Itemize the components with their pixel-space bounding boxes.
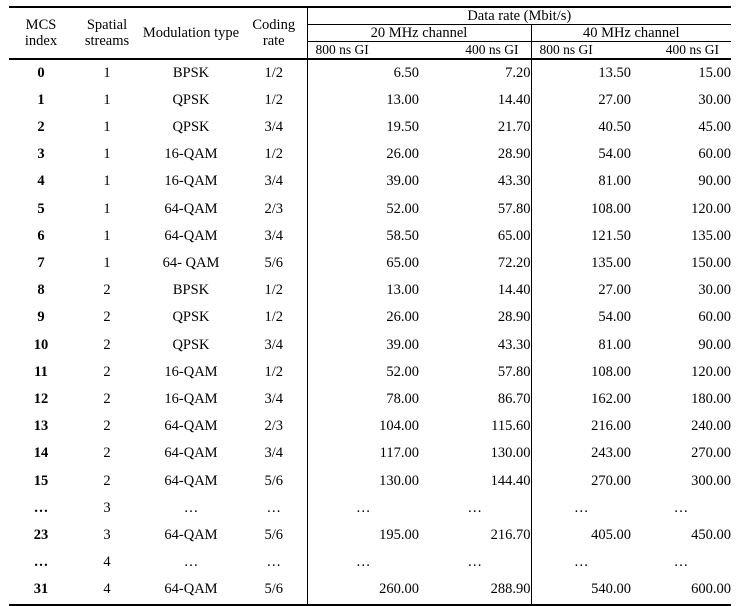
cell-rate-40mhz-800ns: 54.00 (598, 146, 631, 163)
cell-spatial-streams: 1 (103, 173, 111, 190)
cell-rate-40mhz-800ns: 81.00 (598, 336, 631, 353)
cell-rate-40mhz-400ns: 30.00 (698, 282, 732, 299)
cell-rate-20mhz-400ns: 216.70 (419, 522, 531, 549)
cell-rate-40mhz-800ns: 108.00 (591, 363, 631, 380)
cell-mcs-index: … (33, 554, 49, 571)
cell-rate-20mhz-400ns: 14.40 (419, 277, 531, 304)
cell-rate-40mhz-400ns: 15.00 (698, 64, 732, 81)
cell-coding-rate: 2/3 (264, 418, 284, 435)
table-row (9, 413, 731, 440)
cell-rate-20mhz-800ns: 78.00 (307, 386, 419, 413)
cell-modulation-type: 64-QAM (141, 576, 241, 604)
cell-modulation-type: 64-QAM (164, 200, 218, 217)
cell-rate-20mhz-800ns: 104.00 (307, 413, 419, 440)
cell-rate-20mhz-800ns: 39.00 (307, 168, 419, 195)
table-header (9, 7, 731, 59)
cell-rate-40mhz-400ns: 300.00 (691, 472, 732, 489)
cell-mcs-index: … (33, 499, 49, 516)
cell-rate-40mhz-800ns: 243.00 (591, 445, 631, 462)
cell-rate-40mhz-800ns: 121.50 (591, 227, 631, 244)
cell-coding-rate: 5/6 (264, 527, 284, 544)
cell-rate-20mhz-800ns: 58.50 (307, 223, 419, 250)
cell-rate-40mhz-400ns: 90.00 (698, 173, 732, 190)
table-body (9, 59, 731, 605)
cell-modulation-type: 16-QAM (164, 146, 218, 163)
cell-rate-40mhz-400ns: 270.00 (691, 445, 732, 462)
cell-spatial-streams: 3 (103, 499, 111, 516)
cell-rate-40mhz-800ns: 162.00 (591, 391, 631, 408)
cell-coding-rate: 1/2 (264, 282, 284, 299)
document-page (0, 6, 740, 605)
table-row (9, 87, 731, 114)
cell-rate-40mhz-400ns: 450.00 (691, 527, 732, 544)
table-row (9, 495, 731, 522)
cell-rate-40mhz-400ns: 120.00 (691, 363, 732, 380)
cell-rate-40mhz-800ns: 405.00 (591, 527, 631, 544)
cell-coding-rate: … (266, 554, 281, 571)
cell-rate-20mhz-400ns: … (419, 495, 531, 522)
cell-spatial-streams: 2 (103, 418, 111, 435)
cell-spatial-streams: 1 (103, 200, 111, 217)
cell-rate-40mhz-400ns: … (673, 499, 689, 516)
cell-rate-40mhz-800ns: 216.00 (591, 418, 631, 435)
cell-mcs-index: 15 (33, 472, 49, 489)
cell-modulation-type: 64-QAM (164, 418, 218, 435)
table-row (9, 332, 731, 359)
cell-coding-rate: … (266, 499, 281, 516)
cell-rate-20mhz-800ns: 26.00 (307, 304, 419, 331)
cell-mcs-index: 23 (33, 527, 49, 544)
cell-rate-20mhz-800ns: 52.00 (307, 359, 419, 386)
cell-rate-40mhz-400ns: 600.00 (631, 576, 731, 604)
cell-rate-20mhz-800ns: 6.50 (307, 59, 419, 87)
cell-rate-40mhz-400ns: 135.00 (691, 227, 732, 244)
cell-modulation-type: 16-QAM (164, 363, 218, 380)
cell-rate-20mhz-400ns: 130.00 (419, 440, 531, 467)
cell-spatial-streams: 1 (103, 118, 111, 135)
cell-mcs-index: 8 (37, 282, 45, 299)
cell-rate-40mhz-400ns: 120.00 (691, 200, 732, 217)
cell-mcs-index: 11 (34, 363, 48, 380)
cell-rate-40mhz-800ns: 108.00 (591, 200, 631, 217)
cell-rate-20mhz-400ns: 14.40 (419, 87, 531, 114)
cell-rate-40mhz-800ns: 27.00 (598, 282, 631, 299)
cell-rate-40mhz-800ns: 540.00 (531, 576, 631, 604)
cell-mcs-index: 10 (33, 336, 49, 353)
cell-spatial-streams: 2 (103, 282, 111, 299)
cell-modulation-type: QPSK (172, 336, 210, 353)
cell-spatial-streams: 1 (103, 91, 111, 108)
cell-modulation-type: 16-QAM (164, 173, 218, 190)
cell-rate-20mhz-400ns: 115.60 (419, 413, 531, 440)
cell-rate-20mhz-800ns: 26.00 (307, 141, 419, 168)
cell-mcs-index: 14 (33, 445, 49, 462)
cell-coding-rate: 1/2 (264, 309, 284, 326)
mcs-data-rate-table (9, 6, 731, 606)
cell-rate-20mhz-800ns: 19.50 (307, 114, 419, 141)
table-row (9, 522, 731, 549)
header-40mhz-channel: 40 MHz channel (531, 25, 731, 42)
cell-rate-20mhz-800ns: 260.00 (307, 576, 419, 604)
header-gi-400-40: 400 ns GI (631, 42, 731, 59)
cell-rate-40mhz-800ns: … (574, 554, 589, 571)
table-row (9, 223, 731, 250)
cell-rate-40mhz-800ns: 54.00 (598, 309, 631, 326)
cell-modulation-type: 64-QAM (164, 472, 218, 489)
cell-rate-20mhz-400ns: 21.70 (419, 114, 531, 141)
cell-rate-40mhz-800ns: 135.00 (591, 255, 631, 271)
cell-mcs-index: 9 (37, 309, 45, 326)
cell-modulation-type: … (183, 554, 199, 571)
cell-rate-20mhz-800ns: 52.00 (307, 196, 419, 223)
cell-coding-rate: 3/4 (264, 336, 284, 353)
header-coding-rate: Coding rate (241, 7, 307, 59)
cell-rate-40mhz-400ns: … (673, 554, 689, 571)
table-row (9, 277, 731, 304)
cell-coding-rate: 3/4 (264, 391, 284, 408)
cell-coding-rate: 3/4 (264, 118, 284, 135)
header-gi-400-20: 400 ns GI (419, 42, 531, 59)
cell-rate-40mhz-400ns: 90.00 (698, 336, 732, 353)
cell-rate-40mhz-400ns: 60.00 (698, 309, 732, 326)
cell-spatial-streams: 2 (103, 391, 111, 408)
cell-coding-rate: 1/2 (264, 363, 284, 380)
cell-coding-rate: 5/6 (264, 472, 284, 489)
cell-rate-40mhz-800ns: 40.50 (598, 118, 631, 135)
cell-modulation-type: … (183, 499, 199, 516)
cell-mcs-index: 7 (37, 255, 45, 271)
cell-rate-20mhz-400ns: … (419, 549, 531, 576)
cell-rate-40mhz-400ns: 240.00 (691, 418, 732, 435)
cell-coding-rate: 1/2 (264, 146, 284, 163)
cell-rate-40mhz-400ns: 60.00 (698, 146, 732, 163)
cell-mcs-index: 4 (37, 173, 45, 190)
cell-rate-20mhz-800ns: 195.00 (307, 522, 419, 549)
cell-modulation-type: 64-QAM (164, 527, 218, 544)
cell-coding-rate: 5/6 (264, 255, 284, 271)
header-gi-800-40: 800 ns GI (531, 42, 631, 59)
cell-coding-rate: 2/3 (264, 200, 284, 217)
cell-rate-40mhz-800ns: … (574, 499, 589, 516)
cell-rate-20mhz-800ns: 39.00 (307, 332, 419, 359)
table-row (9, 576, 731, 604)
cell-rate-20mhz-400ns: 43.30 (419, 332, 531, 359)
cell-rate-40mhz-400ns: 180.00 (691, 391, 732, 408)
cell-rate-40mhz-800ns: 27.00 (598, 91, 631, 108)
cell-spatial-streams: 4 (103, 554, 111, 571)
cell-rate-20mhz-800ns: 13.00 (307, 87, 419, 114)
cell-rate-20mhz-800ns: … (307, 495, 419, 522)
cell-rate-40mhz-800ns: 81.00 (598, 173, 631, 190)
cell-rate-20mhz-800ns: … (307, 549, 419, 576)
cell-rate-40mhz-800ns: 13.50 (598, 64, 631, 81)
cell-rate-20mhz-400ns: 144.40 (419, 468, 531, 495)
header-20mhz-channel: 20 MHz channel (307, 25, 531, 42)
table-row (9, 141, 731, 168)
table-row (9, 386, 731, 413)
cell-modulation-type: QPSK (172, 118, 210, 135)
cell-spatial-streams: 2 (103, 309, 111, 326)
cell-modulation-type: QPSK (172, 309, 210, 326)
cell-spatial-streams: 3 (103, 527, 111, 544)
cell-coding-rate: 3/4 (264, 445, 284, 462)
cell-rate-20mhz-400ns: 57.80 (419, 359, 531, 386)
cell-spatial-streams: 1 (103, 146, 111, 163)
cell-coding-rate: 5/6 (241, 576, 307, 604)
cell-modulation-type: 64-QAM (164, 445, 218, 462)
cell-coding-rate: 1/2 (264, 64, 284, 81)
cell-spatial-streams: 2 (103, 363, 111, 380)
cell-rate-20mhz-400ns: 43.30 (419, 168, 531, 195)
cell-spatial-streams: 2 (103, 472, 111, 489)
cell-mcs-index: 0 (37, 64, 45, 81)
cell-rate-20mhz-400ns: 28.90 (419, 141, 531, 168)
cell-spatial-streams: 2 (103, 445, 111, 462)
cell-rate-20mhz-800ns: 13.00 (307, 277, 419, 304)
cell-modulation-type: 64-QAM (164, 227, 218, 244)
table-row (9, 440, 731, 467)
cell-rate-40mhz-800ns: 270.00 (591, 472, 631, 489)
cell-coding-rate: 3/4 (264, 173, 284, 190)
cell-modulation-type: BPSK (172, 282, 210, 299)
cell-mcs-index: 13 (33, 418, 49, 435)
cell-coding-rate: 1/2 (264, 91, 284, 108)
cell-modulation-type: QPSK (172, 91, 210, 108)
cell-rate-20mhz-800ns: 65.00 (307, 250, 419, 277)
cell-rate-20mhz-400ns: 72.20 (419, 250, 531, 277)
cell-spatial-streams: 2 (103, 336, 111, 353)
cell-rate-40mhz-400ns: 30.00 (698, 91, 732, 108)
cell-rate-20mhz-400ns: 288.90 (419, 576, 531, 604)
table-row (9, 549, 731, 576)
cell-rate-20mhz-800ns: 117.00 (307, 440, 419, 467)
cell-mcs-index: 3 (37, 146, 45, 163)
table-row (9, 114, 731, 141)
cell-mcs-index: 12 (33, 391, 49, 408)
table-row (9, 304, 731, 331)
cell-rate-20mhz-400ns: 86.70 (419, 386, 531, 413)
cell-spatial-streams: 1 (103, 255, 111, 271)
cell-modulation-type: 16-QAM (164, 391, 218, 408)
cell-rate-20mhz-800ns: 130.00 (307, 468, 419, 495)
cell-modulation-type: BPSK (172, 64, 210, 81)
cell-mcs-index: 1 (37, 91, 45, 108)
cell-spatial-streams: 1 (103, 227, 111, 244)
header-data-rate: Data rate (Mbit/s) (307, 7, 731, 25)
table-row (9, 168, 731, 195)
cell-rate-20mhz-400ns: 7.20 (419, 59, 531, 87)
cell-mcs-index: 5 (37, 200, 45, 217)
cell-rate-20mhz-400ns: 57.80 (419, 196, 531, 223)
cell-mcs-index: 6 (37, 227, 45, 244)
cell-mcs-index: 2 (37, 118, 45, 135)
header-mcs-index: MCS index (9, 7, 73, 59)
cell-coding-rate: 3/4 (264, 227, 284, 244)
table-row (9, 359, 731, 386)
header-spatial-streams: Spatial streams (73, 7, 141, 59)
cell-rate-20mhz-400ns: 65.00 (419, 223, 531, 250)
cell-spatial-streams: 4 (73, 576, 141, 604)
cell-rate-40mhz-400ns: 45.00 (698, 118, 732, 135)
cell-mcs-index: 31 (9, 576, 73, 604)
cell-rate-40mhz-400ns: 150.00 (691, 255, 732, 271)
table-row (9, 250, 731, 277)
cell-rate-20mhz-400ns: 28.90 (419, 304, 531, 331)
header-gi-800-20: 800 ns GI (307, 42, 419, 59)
table-row (9, 59, 731, 87)
cell-modulation-type: 64- QAM (162, 255, 220, 271)
header-modulation-type: Modulation type (141, 7, 241, 59)
table-row (9, 196, 731, 223)
cell-spatial-streams: 1 (103, 64, 111, 81)
table-row (9, 468, 731, 495)
